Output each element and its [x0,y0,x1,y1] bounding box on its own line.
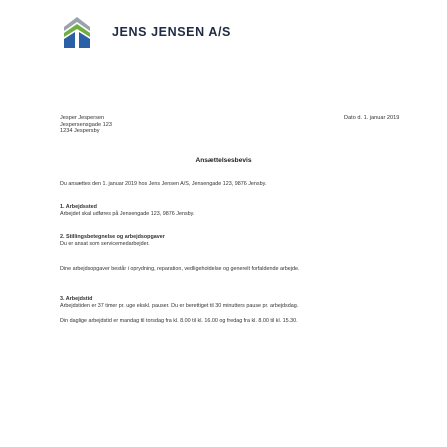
intro-paragraph: Du ansættes den 1. januar 2019 hos Jens Jensen A/S, Jensengade 123, 9876 Jensby. [60,181,267,187]
section-job-title [60,234,388,247]
section-working-hours [60,296,388,309]
company-logo-icon [60,14,94,50]
section-text: Du er ansat som servicemedarbejder. [60,240,150,247]
duties-paragraph: Dine arbejdsopgaver består i oprydning, reparation, vedligeholdelse og generelt forfaldende arbejde. [60,266,300,272]
recipient-city: 1234 Jespersby [60,128,100,135]
section-heading: 2. Stillingsbetegnelse og arbejdsopgaver [60,234,165,240]
recipient-address [60,115,112,135]
recipient-name: Jesper Jespersen [60,115,105,121]
section-workplace [60,204,388,217]
daily-hours-paragraph: Din daglige arbejdstid er mandag til torsdag fra kl. 8.00 til kl. 16.00 og fredag fra kl. 8.00 til kl. 15.30. [60,318,298,324]
section-text: Arbejdet skal udføres på Jensengade 123, 9876 Jensby. [60,210,195,217]
document-date: Dato d. 1. januar 2019 [344,115,400,121]
recipient-street: Jespersensgade 123 [60,121,112,128]
section-heading: 1. Arbejdssted [60,204,97,210]
company-name: JENS JENSEN A/S [112,25,231,39]
section-text: Arbejdstiden er 37 timer pr. uge ekskl. pauser. Du er berettiget til 30 minutters pause pr. arbejdsdag. [60,302,299,309]
section-heading: 3. Arbejdstid [60,296,93,302]
document-title: Ansættelsesbevis [195,157,252,164]
